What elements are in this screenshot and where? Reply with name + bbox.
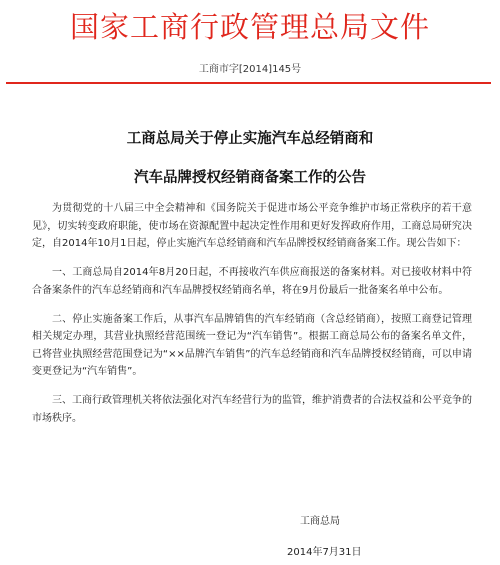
body-paragraph-item-2: 二、停止实施备案工作后，从事汽车品牌销售的汽车经销商（含总经销商），按照工商登记管理相关规定办理，其营业执照经营范围统一登记为“汽车销售”。根据工商总局公布的备案名单文件，已将营业执照经营范围登记为“××品牌汽车销售”的汽车总经销商和汽车品牌授权经销商，可以申请变更登记为“汽车销售”。: [32, 313, 472, 377]
body-paragraph-item-1: 一、工商总局自2014年8月20日起，不再接收汽车供应商报送的备案材料。对已接收材料中符合备案条件的汽车总经销商和汽车品牌授权经销商名单，将在9月份最后一批备案名单中公布。: [32, 267, 472, 296]
notice-body: [32, 200, 472, 439]
signature-date: 2014年7月31日: [287, 547, 362, 558]
body-paragraph-intro: 为贯彻党的十八届三中全会精神和《国务院关于促进市场公平竞争维护市场正常秩序的若干意见》，切实转变政府职能，使市场在资源配置中起决定性作用和更好发挥政府作用，工商总局研究决定，自2014年10月1日起，停止实施汽车总经销商和汽车品牌授权经销商备案工作。现公告如下：: [32, 203, 472, 249]
notice-title-line-1: 工商总局关于停止实施汽车总经销商和: [126, 131, 374, 147]
document-header-title: 国家工商行政管理总局文件: [69, 10, 430, 44]
signature-organization: 工商总局: [300, 516, 340, 527]
header-divider: [6, 82, 491, 84]
notice-title-line-2: 汽车品牌授权经销商备案工作的公告: [134, 170, 366, 186]
body-paragraph-item-3: 三、工商行政管理机关将依法强化对汽车经营行为的监管，维护消费者的合法权益和公平竞争的市场秩序。: [32, 395, 472, 424]
document-number: 工商市字[2014]145号: [198, 64, 302, 75]
